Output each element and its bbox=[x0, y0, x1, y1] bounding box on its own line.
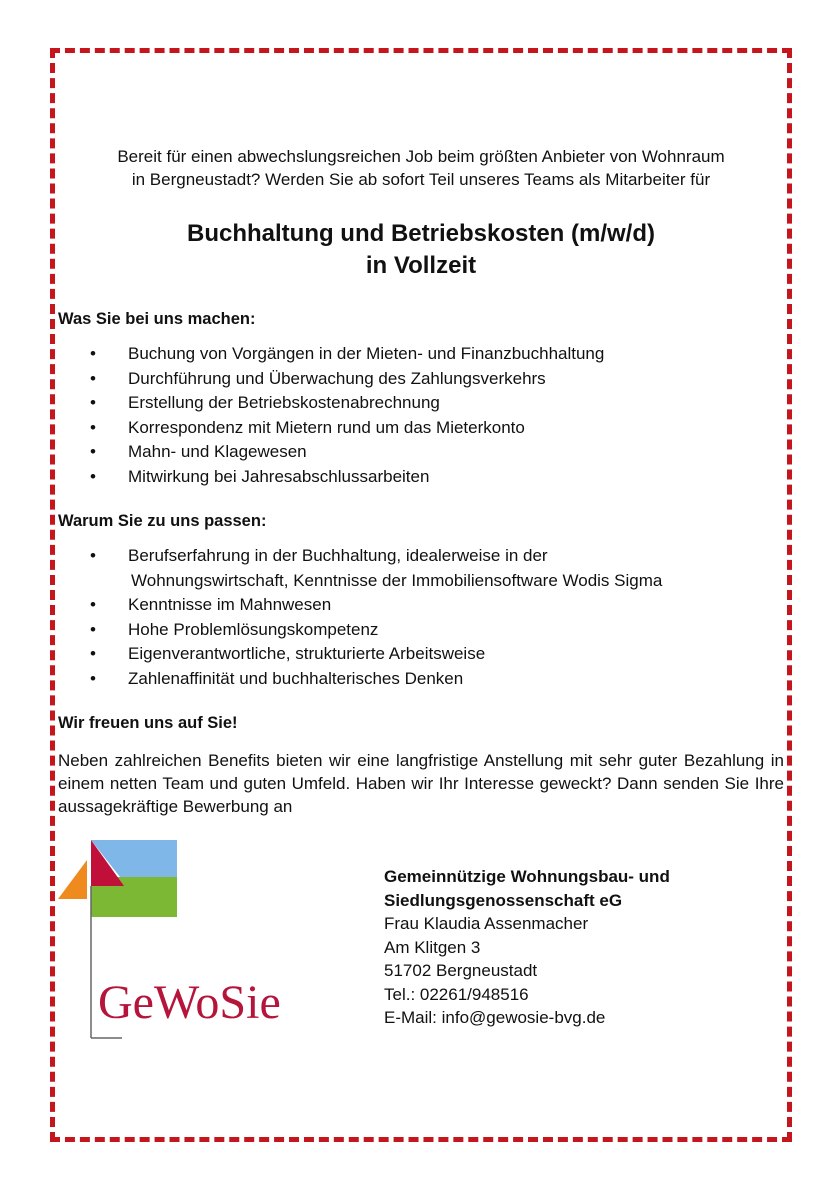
org-name-line-1: Gemeinnützige Wohnungsbau- und bbox=[384, 867, 670, 886]
list-item: • Hohe Problemlösungskompetenz bbox=[58, 618, 784, 643]
list-item: • Korrespondenz mit Mietern rund um das Mieterkonto bbox=[58, 416, 784, 441]
list-item: • Mahn- und Klagewesen bbox=[58, 440, 784, 465]
list-item: • Buchung von Vorgängen in der Mieten- und Finanzbuchhaltung bbox=[58, 342, 784, 367]
list-item: • Erstellung der Betriebskostenabrechnung bbox=[58, 391, 784, 416]
list-item-line: Berufserfahrung in der Buchhaltung, idealerweise in der bbox=[128, 546, 548, 565]
gewosie-logo bbox=[58, 838, 290, 1068]
job-title-line-1: Buchhaltung und Betriebskosten (m/w/d) bbox=[186, 220, 655, 247]
intro-line-2: in Bergneustadt? Werden Sie ab sofort Teil unseres Teams als Mitarbeiter für bbox=[131, 170, 711, 189]
closing-heading: Wir freuen uns auf Sie! bbox=[58, 714, 238, 732]
job-title bbox=[58, 218, 784, 282]
contact-email: E-Mail: info@gewosie-bvg.de bbox=[384, 1008, 606, 1027]
tasks-heading: Was Sie bei uns machen: bbox=[58, 310, 256, 328]
job-title-line-2: in Vollzeit bbox=[365, 252, 477, 279]
intro-text bbox=[58, 145, 784, 191]
profile-heading: Warum Sie zu uns passen: bbox=[58, 512, 267, 530]
contact-block bbox=[384, 865, 670, 1030]
list-item-line: Wohnungswirtschaft, Kenntnisse der Immobiliensoftware Wodis Sigma bbox=[131, 570, 663, 590]
closing-text: Neben zahlreichen Benefits bieten wir eine langfristige Anstellung mit sehr guter Bezahlung in einem netten Team und guten Umfeld. Haben wir Ihr Interesse geweckt? Dann senden Sie Ihre aussagekräftige Bewerbung an bbox=[58, 751, 784, 816]
list-item: • Mitwirkung bei Jahresabschlussarbeiten bbox=[58, 465, 784, 490]
list-item bbox=[58, 544, 784, 593]
profile-list bbox=[58, 544, 784, 691]
list-item: • Zahlenaffinität und buchhalterisches Denken bbox=[58, 667, 784, 692]
logo-graphic bbox=[58, 838, 290, 1068]
contact-phone: Tel.: 02261/948516 bbox=[384, 984, 529, 1004]
contact-person: Frau Klaudia Assenmacher bbox=[384, 914, 589, 933]
org-name-line-2: Siedlungsgenossenschaft eG bbox=[384, 890, 623, 910]
contact-city: 51702 Bergneustadt bbox=[384, 961, 538, 980]
list-item: • Durchführung und Überwachung des Zahlungsverkehrs bbox=[58, 367, 784, 392]
tasks-list bbox=[58, 342, 784, 489]
contact-street: Am Klitgen 3 bbox=[384, 937, 481, 957]
logo-orange-triangle bbox=[58, 860, 87, 899]
logo-wordmark: GeWoSie bbox=[98, 976, 281, 1029]
intro-line-1: Bereit für einen abwechslungsreichen Job beim größten Anbieter von Wohnraum bbox=[117, 147, 725, 166]
list-item: • Kenntnisse im Mahnwesen bbox=[58, 593, 784, 618]
list-item: • Eigenverantwortliche, strukturierte Arbeitsweise bbox=[58, 642, 784, 667]
